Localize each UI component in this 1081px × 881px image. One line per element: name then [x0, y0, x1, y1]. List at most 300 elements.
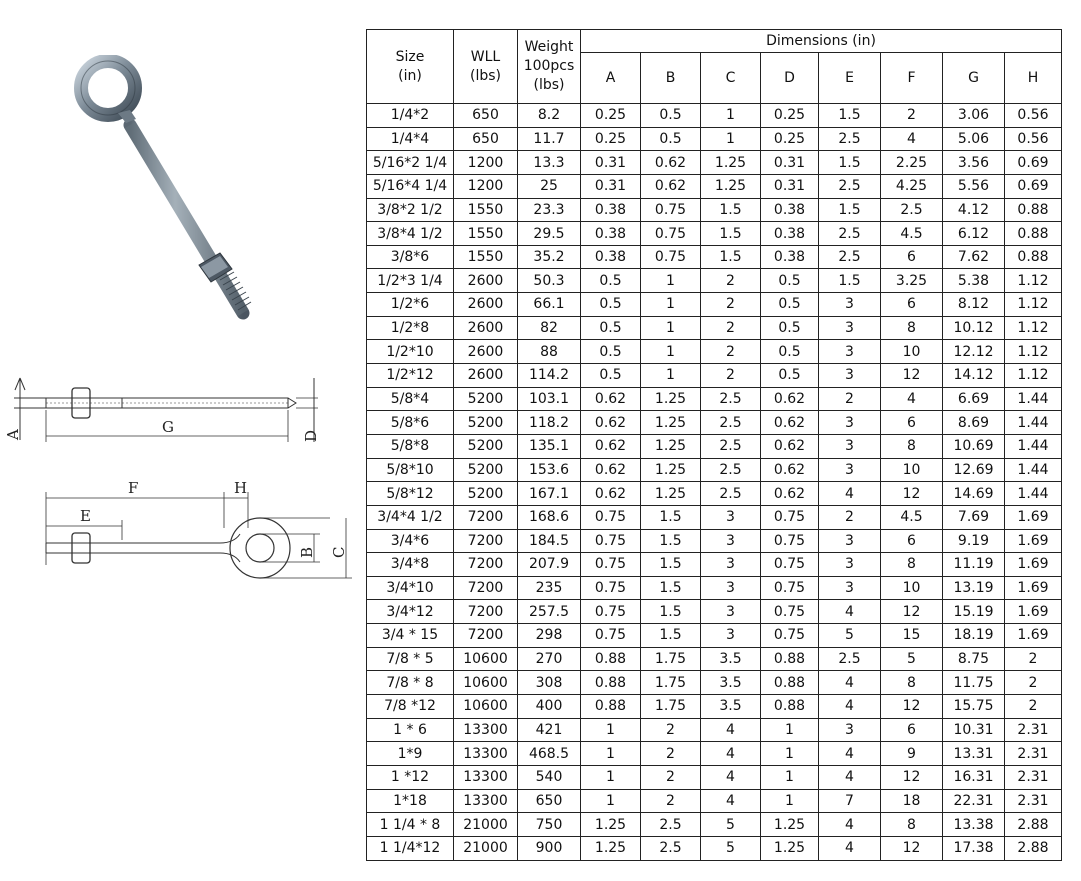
table-cell: 3: [819, 434, 881, 458]
table-cell: 7200: [454, 553, 518, 577]
table-cell: 7200: [454, 576, 518, 600]
table-cell: 2: [819, 387, 881, 411]
table-row: [367, 482, 1062, 506]
table-cell: 3: [819, 316, 881, 340]
table-cell: 17.38: [943, 836, 1005, 860]
table-cell: 0.31: [581, 174, 641, 198]
table-cell: 1.25: [641, 434, 701, 458]
table-cell: 3: [701, 576, 761, 600]
table-cell: 8.75: [943, 647, 1005, 671]
table-cell: 6: [881, 718, 943, 742]
table-cell: 3: [819, 553, 881, 577]
table-cell: 2.88: [1005, 813, 1062, 837]
table-cell: 35.2: [518, 245, 581, 269]
table-cell: 1.25: [581, 813, 641, 837]
table-cell: 0.75: [581, 576, 641, 600]
table-row: [367, 364, 1062, 388]
table-cell: 4: [819, 482, 881, 506]
table-cell: 1.12: [1005, 364, 1062, 388]
table-row: [367, 695, 1062, 719]
label-E: E: [80, 507, 91, 525]
table-cell: 207.9: [518, 553, 581, 577]
table-cell: 3: [819, 718, 881, 742]
table-cell: 1: [761, 765, 819, 789]
table-cell: 0.62: [581, 458, 641, 482]
table-cell: 0.5: [641, 127, 701, 151]
table-cell: 1.69: [1005, 624, 1062, 648]
table-cell: 0.62: [581, 411, 641, 435]
table-cell: 11.75: [943, 671, 1005, 695]
table-cell: 2.5: [819, 222, 881, 246]
table-cell: 0.5: [761, 364, 819, 388]
table-cell: 4.12: [943, 198, 1005, 222]
table-cell: 10600: [454, 695, 518, 719]
table-cell: 5.56: [943, 174, 1005, 198]
table-cell: 2: [701, 293, 761, 317]
table-cell: 0.56: [1005, 104, 1062, 128]
table-cell: 1: [761, 789, 819, 813]
table-cell: 0.5: [581, 340, 641, 364]
table-cell: 1.44: [1005, 458, 1062, 482]
table-row: [367, 222, 1062, 246]
table-cell: 10.12: [943, 316, 1005, 340]
table-cell: 5/8*10: [367, 458, 454, 482]
table-cell: 3: [819, 340, 881, 364]
table-cell: 0.25: [761, 104, 819, 128]
table-cell: 0.88: [1005, 198, 1062, 222]
table-cell: 5.06: [943, 127, 1005, 151]
table-cell: 4: [701, 718, 761, 742]
table-cell: 0.88: [581, 695, 641, 719]
col-header-h: H: [1005, 53, 1062, 104]
table-cell: 2.5: [641, 813, 701, 837]
table-cell: 0.5: [761, 269, 819, 293]
table-cell: 1: [581, 718, 641, 742]
table-row: [367, 576, 1062, 600]
table-cell: 0.5: [581, 316, 641, 340]
table-cell: 2.5: [881, 198, 943, 222]
table-cell: 3: [819, 293, 881, 317]
table-cell: 1.75: [641, 647, 701, 671]
table-cell: 1.69: [1005, 505, 1062, 529]
table-cell: 0.38: [581, 222, 641, 246]
table-cell: 3: [701, 624, 761, 648]
table-cell: 2.31: [1005, 742, 1062, 766]
table-cell: 0.75: [761, 600, 819, 624]
table-row: [367, 553, 1062, 577]
table-cell: 1.69: [1005, 576, 1062, 600]
table-cell: 11.7: [518, 127, 581, 151]
table-row: [367, 789, 1062, 813]
table-cell: 1: [641, 316, 701, 340]
table-cell: 23.3: [518, 198, 581, 222]
table-cell: 1.12: [1005, 269, 1062, 293]
table-cell: 421: [518, 718, 581, 742]
table-cell: 0.5: [641, 104, 701, 128]
table-row: [367, 600, 1062, 624]
table-cell: 21000: [454, 836, 518, 860]
table-cell: 0.31: [581, 151, 641, 175]
table-cell: 2.5: [641, 836, 701, 860]
table-cell: 21000: [454, 813, 518, 837]
table-cell: 3/8*6: [367, 245, 454, 269]
table-cell: 3/4 * 15: [367, 624, 454, 648]
table-cell: 0.62: [761, 387, 819, 411]
col-header-d: D: [761, 53, 819, 104]
table-cell: 4: [819, 671, 881, 695]
table-cell: 0.75: [761, 576, 819, 600]
table-cell: 9.19: [943, 529, 1005, 553]
table-cell: 1.5: [819, 269, 881, 293]
table-cell: 3: [819, 411, 881, 435]
table-cell: 3.5: [701, 671, 761, 695]
table-cell: 6: [881, 293, 943, 317]
table-cell: 0.88: [761, 671, 819, 695]
table-cell: 0.5: [761, 340, 819, 364]
table-cell: 168.6: [518, 505, 581, 529]
table-cell: 0.5: [761, 293, 819, 317]
table-cell: 0.62: [581, 434, 641, 458]
label-F: F: [128, 479, 139, 497]
table-header: [367, 30, 1062, 104]
table-cell: 0.62: [581, 387, 641, 411]
table-cell: 2600: [454, 316, 518, 340]
table-cell: 8: [881, 553, 943, 577]
table-cell: 10600: [454, 647, 518, 671]
table-cell: 1 1/4*12: [367, 836, 454, 860]
table-cell: 2: [1005, 671, 1062, 695]
table-cell: 10600: [454, 671, 518, 695]
table-cell: 3: [701, 553, 761, 577]
table-cell: 50.3: [518, 269, 581, 293]
table-cell: 650: [454, 104, 518, 128]
table-cell: 2.5: [819, 174, 881, 198]
label-A: A: [4, 429, 22, 440]
table-cell: 3/4*4 1/2: [367, 505, 454, 529]
table-cell: 2600: [454, 364, 518, 388]
table-cell: 1: [761, 718, 819, 742]
table-row: [367, 505, 1062, 529]
table-cell: 650: [518, 789, 581, 813]
table-cell: 0.75: [641, 198, 701, 222]
table-cell: 66.1: [518, 293, 581, 317]
table-cell: 135.1: [518, 434, 581, 458]
table-cell: 1: [641, 293, 701, 317]
table-cell: 1.5: [641, 505, 701, 529]
table-cell: 1: [581, 765, 641, 789]
table-cell: 1 * 6: [367, 718, 454, 742]
table-cell: 3.25: [881, 269, 943, 293]
table-cell: 2600: [454, 340, 518, 364]
table-cell: 2.31: [1005, 789, 1062, 813]
table-cell: 0.31: [761, 174, 819, 198]
table-cell: 5/8*12: [367, 482, 454, 506]
table-cell: 0.38: [581, 245, 641, 269]
table-row: [367, 340, 1062, 364]
col-header-g: G: [943, 53, 1005, 104]
table-cell: 10: [881, 576, 943, 600]
table-cell: 184.5: [518, 529, 581, 553]
table-cell: 8.2: [518, 104, 581, 128]
table-row: [367, 836, 1062, 860]
table-cell: 10.31: [943, 718, 1005, 742]
table-cell: 2.5: [819, 127, 881, 151]
table-cell: 468.5: [518, 742, 581, 766]
eye-bolt-spec-table: [366, 29, 1062, 861]
col-header-size: Size (in): [367, 30, 454, 104]
table-cell: 2: [641, 718, 701, 742]
table-cell: 2: [701, 269, 761, 293]
table-cell: 118.2: [518, 411, 581, 435]
table-cell: 1.5: [819, 104, 881, 128]
table-cell: 3.5: [701, 647, 761, 671]
table-cell: 0.25: [581, 127, 641, 151]
table-cell: 1550: [454, 222, 518, 246]
table-cell: 13300: [454, 765, 518, 789]
col-header-wll: WLL (lbs): [454, 30, 518, 104]
table-cell: 0.5: [761, 316, 819, 340]
table-cell: 1/2*12: [367, 364, 454, 388]
table-cell: 1.25: [761, 813, 819, 837]
label-C: C: [330, 546, 348, 558]
table-row: [367, 529, 1062, 553]
table-cell: 0.88: [581, 671, 641, 695]
table-cell: 12: [881, 364, 943, 388]
table-cell: 12: [881, 836, 943, 860]
table-row: [367, 245, 1062, 269]
table-cell: 15.75: [943, 695, 1005, 719]
table-cell: 3/8*4 1/2: [367, 222, 454, 246]
table-cell: 29.5: [518, 222, 581, 246]
col-header-f: F: [881, 53, 943, 104]
label-B: B: [298, 546, 316, 558]
table-cell: 1.5: [641, 529, 701, 553]
table-cell: 103.1: [518, 387, 581, 411]
table-cell: 2.88: [1005, 836, 1062, 860]
table-cell: 3/4*8: [367, 553, 454, 577]
table-cell: 0.75: [761, 505, 819, 529]
table-cell: 3: [819, 576, 881, 600]
table-cell: 1.44: [1005, 411, 1062, 435]
table-cell: 7200: [454, 529, 518, 553]
table-cell: 2: [1005, 647, 1062, 671]
table-cell: 1 1/4 * 8: [367, 813, 454, 837]
label-D: D: [302, 429, 320, 442]
table-cell: 2: [701, 316, 761, 340]
table-cell: 3: [819, 529, 881, 553]
table-cell: 3/4*6: [367, 529, 454, 553]
table-cell: 1/4*4: [367, 127, 454, 151]
table-cell: 6: [881, 245, 943, 269]
table-cell: 2.5: [701, 387, 761, 411]
table-cell: 167.1: [518, 482, 581, 506]
table-cell: 5200: [454, 387, 518, 411]
table-cell: 0.75: [581, 600, 641, 624]
table-cell: 10.69: [943, 434, 1005, 458]
table-cell: 2.31: [1005, 765, 1062, 789]
bolt-eye-diagram: [0, 470, 360, 590]
table-cell: 0.88: [1005, 245, 1062, 269]
table-cell: 0.69: [1005, 174, 1062, 198]
table-cell: 2: [641, 742, 701, 766]
table-cell: 4.5: [881, 505, 943, 529]
table-cell: 3: [819, 364, 881, 388]
table-cell: 2.31: [1005, 718, 1062, 742]
table-cell: 8.12: [943, 293, 1005, 317]
table-cell: 0.62: [761, 482, 819, 506]
table-cell: 750: [518, 813, 581, 837]
table-cell: 5.38: [943, 269, 1005, 293]
table-cell: 2: [701, 340, 761, 364]
table-cell: 1.25: [641, 482, 701, 506]
table-cell: 257.5: [518, 600, 581, 624]
table-cell: 0.31: [761, 151, 819, 175]
table-cell: 0.62: [641, 174, 701, 198]
table-cell: 1.5: [819, 151, 881, 175]
table-cell: 8: [881, 813, 943, 837]
table-cell: 1*9: [367, 742, 454, 766]
table-cell: 0.62: [581, 482, 641, 506]
table-cell: 22.31: [943, 789, 1005, 813]
table-cell: 1.25: [701, 151, 761, 175]
table-cell: 0.5: [581, 364, 641, 388]
table-cell: 1.25: [761, 836, 819, 860]
table-cell: 8: [881, 316, 943, 340]
table-cell: 0.69: [1005, 151, 1062, 175]
table-cell: 6: [881, 411, 943, 435]
table-cell: 4: [701, 742, 761, 766]
table-cell: 7.62: [943, 245, 1005, 269]
table-cell: 14.12: [943, 364, 1005, 388]
table-cell: 1.44: [1005, 482, 1062, 506]
table-cell: 7/8 * 8: [367, 671, 454, 695]
table-cell: 10: [881, 340, 943, 364]
table-row: [367, 198, 1062, 222]
table-cell: 3: [819, 458, 881, 482]
table-cell: 18: [881, 789, 943, 813]
table-cell: 1: [761, 742, 819, 766]
table-cell: 2.5: [819, 647, 881, 671]
table-cell: 15: [881, 624, 943, 648]
table-cell: 88: [518, 340, 581, 364]
table-row: [367, 624, 1062, 648]
table-cell: 4: [701, 765, 761, 789]
table-cell: 4: [881, 127, 943, 151]
table-cell: 13300: [454, 789, 518, 813]
table-cell: 1550: [454, 245, 518, 269]
table-row: [367, 411, 1062, 435]
table-cell: 7.69: [943, 505, 1005, 529]
table-cell: 4: [819, 695, 881, 719]
table-cell: 5/16*2 1/4: [367, 151, 454, 175]
table-cell: 0.56: [1005, 127, 1062, 151]
table-cell: 0.5: [581, 269, 641, 293]
table-cell: 400: [518, 695, 581, 719]
table-cell: 0.75: [581, 553, 641, 577]
table-cell: 1.5: [641, 624, 701, 648]
table-cell: 14.69: [943, 482, 1005, 506]
table-cell: 235: [518, 576, 581, 600]
table-cell: 7/8 * 5: [367, 647, 454, 671]
table-cell: 1.75: [641, 695, 701, 719]
table-cell: 5/8*6: [367, 411, 454, 435]
table-cell: 1.69: [1005, 600, 1062, 624]
table-cell: 5200: [454, 458, 518, 482]
col-header-c: C: [701, 53, 761, 104]
label-H: H: [234, 479, 248, 497]
table-cell: 0.62: [761, 458, 819, 482]
table-cell: 0.88: [761, 647, 819, 671]
table-cell: 1: [581, 742, 641, 766]
table-cell: 2: [819, 505, 881, 529]
table-cell: 0.62: [761, 411, 819, 435]
table-cell: 1: [701, 127, 761, 151]
col-header-b: B: [641, 53, 701, 104]
table-cell: 0.88: [581, 647, 641, 671]
table-cell: 13300: [454, 742, 518, 766]
table-cell: 0.88: [1005, 222, 1062, 246]
table-cell: 1.25: [641, 387, 701, 411]
table-cell: 0.75: [641, 245, 701, 269]
table-cell: 1/4*2: [367, 104, 454, 128]
table-cell: 5200: [454, 482, 518, 506]
table-row: [367, 316, 1062, 340]
table-cell: 3: [701, 600, 761, 624]
table-cell: 5/8*8: [367, 434, 454, 458]
table-cell: 298: [518, 624, 581, 648]
table-cell: 4: [819, 765, 881, 789]
table-cell: 2.5: [701, 458, 761, 482]
table-cell: 2: [641, 789, 701, 813]
table-cell: 1: [641, 269, 701, 293]
table-cell: 1.12: [1005, 293, 1062, 317]
table-cell: 900: [518, 836, 581, 860]
table-cell: 3/4*10: [367, 576, 454, 600]
table-cell: 3.56: [943, 151, 1005, 175]
table-body: [367, 104, 1062, 861]
table-cell: 8: [881, 434, 943, 458]
table-cell: 1.5: [701, 222, 761, 246]
table-cell: 1/2*3 1/4: [367, 269, 454, 293]
table-cell: 4.25: [881, 174, 943, 198]
table-cell: 114.2: [518, 364, 581, 388]
bolt-side-view-diagram: [0, 370, 330, 450]
table-cell: 12: [881, 482, 943, 506]
table-cell: 3.06: [943, 104, 1005, 128]
table-cell: 12.12: [943, 340, 1005, 364]
table-cell: 0.75: [641, 222, 701, 246]
table-cell: 1.5: [641, 600, 701, 624]
table-cell: 0.62: [641, 151, 701, 175]
table-cell: 7200: [454, 505, 518, 529]
table-cell: 3: [701, 505, 761, 529]
table-cell: 8: [881, 671, 943, 695]
table-row: [367, 293, 1062, 317]
table-cell: 13.38: [943, 813, 1005, 837]
table-cell: 4: [819, 742, 881, 766]
table-cell: 1: [701, 104, 761, 128]
table-row: [367, 647, 1062, 671]
table-cell: 0.75: [581, 505, 641, 529]
table-cell: 7200: [454, 624, 518, 648]
table-cell: 13.19: [943, 576, 1005, 600]
table-cell: 12: [881, 765, 943, 789]
table-cell: 4: [819, 836, 881, 860]
table-cell: 4: [881, 387, 943, 411]
table-row: [367, 718, 1062, 742]
table-cell: 13300: [454, 718, 518, 742]
table-cell: 1.25: [641, 411, 701, 435]
